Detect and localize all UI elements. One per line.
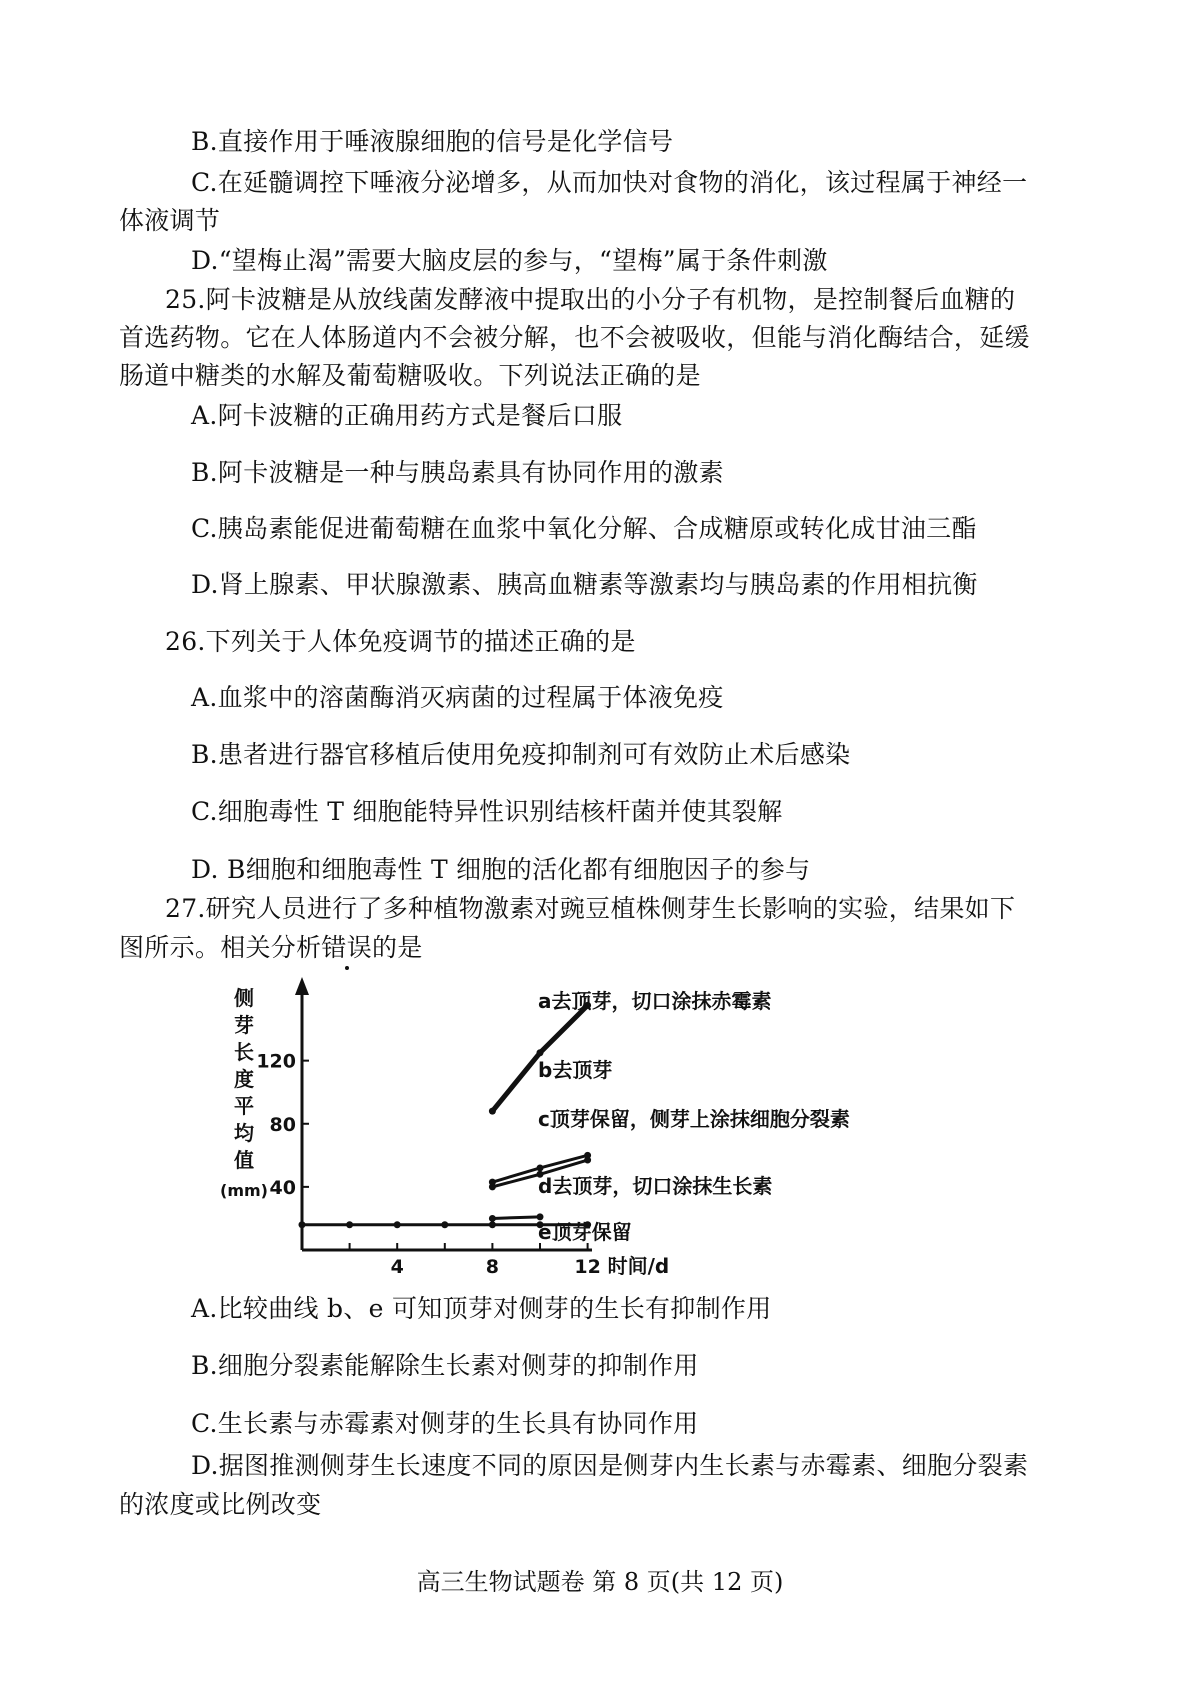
q27-option-d: D.据图推测侧芽生长速度不同的原因是侧芽内生长素与赤霉素、细胞分裂素: [191, 1451, 1029, 1480]
series-point: [441, 1221, 448, 1228]
q27-stem-2-suffix: 的是: [372, 933, 423, 962]
q25-option-d: D.肾上腺素、甲状腺激素、胰高血糖素等激素均与胰岛素的作用相抗衡: [191, 570, 978, 599]
series-point: [489, 1221, 496, 1228]
q24-option-b: B.直接作用于唾液腺细胞的信号是化学信号: [191, 127, 674, 156]
series-point: [346, 1221, 353, 1228]
q26-option-c: C.细胞毒性 T 细胞能特异性识别结核杆菌并使其裂解: [191, 797, 783, 826]
series-point: [584, 1152, 591, 1159]
q24-option-c: C.在延髓调控下唾液分泌增多，从而加快对食物的消化，该过程属于神经一: [191, 168, 1028, 197]
series-line: [492, 1217, 540, 1219]
series-point: [537, 1049, 544, 1056]
series-point: [489, 1179, 496, 1186]
y-axis-arrow: [295, 977, 309, 995]
y-tick-label: 120: [256, 1050, 296, 1073]
y-axis-label-char: 值: [234, 1148, 254, 1172]
series-label: d去顶芽，切口涂抹生长素: [538, 1174, 773, 1198]
y-axis-label-char: 侧: [234, 986, 254, 1010]
y-axis-label-char: 芽: [234, 1013, 254, 1037]
q27-stem-1: 27.研究人员进行了多种植物激素对豌豆植株侧芽生长影响的实验，结果如下: [165, 894, 1016, 923]
q25-option-b: B.阿卡波糖是一种与胰岛素具有协同作用的激素: [191, 458, 724, 487]
x-tick-label: 12: [574, 1256, 601, 1275]
q24-option-d: D.“望梅止渴”需要大脑皮层的参与，“望梅”属于条件刺激: [191, 246, 828, 275]
q26-stem: 26.下列关于人体免疫调节的描述正确的是: [165, 627, 636, 656]
q25-stem-2: 首选药物。它在人体肠道内不会被分解，也不会被吸收，但能与消化酶结合，延缓: [119, 323, 1030, 352]
series-point: [489, 1215, 496, 1222]
y-tick-label: 40: [269, 1176, 296, 1199]
x-tick-label: 8: [485, 1256, 500, 1275]
x-axis-label: 时间/d: [607, 1254, 670, 1275]
series-point: [489, 1108, 496, 1115]
y-axis-label-char: 长: [234, 1040, 254, 1064]
y-axis-unit: (mm): [220, 1181, 268, 1200]
series-point: [537, 1164, 544, 1171]
series-point: [394, 1221, 401, 1228]
y-axis-label-char: 平: [234, 1094, 254, 1118]
y-tick-label: 80: [269, 1113, 296, 1136]
emphasis-wrong: 错误: [321, 933, 373, 962]
y-axis-label: [220, 986, 268, 1200]
chart-series-labels: [538, 989, 850, 1244]
page-footer: 高三生物试题卷 第 8 页(共 12 页): [416, 1568, 784, 1596]
q26-option-d: D. B细胞和细胞毒性 T 细胞的活化都有细胞因子的参与: [191, 855, 811, 884]
series-label: c顶芽保留，侧芽上涂抹细胞分裂素: [538, 1107, 850, 1131]
q27-option-b: B.细胞分裂素能解除生长素对侧芽的抑制作用: [191, 1351, 699, 1380]
q26-option-a: A.血浆中的溶菌酶消灭病菌的过程属于体液免疫: [191, 683, 724, 712]
q27-stem-2-prefix: 图所示。相关分析: [119, 933, 322, 962]
q25-option-c: C.胰岛素能促进葡萄糖在血浆中氧化分解、合成糖原或转化成甘油三酯: [191, 514, 977, 543]
q25-stem-3: 肠道中糖类的水解及葡萄糖吸收。下列说法正确的是: [119, 361, 701, 390]
lateral-bud-growth-chart: [220, 975, 1000, 1275]
q25-option-a: A.阿卡波糖的正确用药方式是餐后口服: [191, 401, 623, 430]
q27-option-a: A.比较曲线 b、e 可知顶芽对侧芽的生长有抑制作用: [191, 1294, 772, 1323]
q27-option-d-cont: 的浓度或比例改变: [119, 1490, 322, 1519]
q24-option-c-cont: 体液调节: [119, 206, 221, 235]
y-axis-label-char: 均: [234, 1121, 254, 1145]
series-label: e顶芽保留: [538, 1220, 632, 1244]
series-label: a去顶芽，切口涂抹赤霉素: [538, 989, 772, 1013]
x-tick-label: 4: [390, 1256, 404, 1275]
series-point: [299, 1221, 306, 1228]
q26-option-b: B.患者进行器官移植后使用免疫抑制剂可有效防止术后感染: [191, 740, 851, 769]
q25-stem-1: 25.阿卡波糖是从放线菌发酵液中提取出的小分子有机物，是控制餐后血糖的: [165, 285, 1016, 314]
y-axis-label-char: 度: [234, 1067, 254, 1091]
q27-option-c: C.生长素与赤霉素对侧芽的生长具有协同作用: [191, 1409, 699, 1438]
series-label: b去顶芽: [538, 1058, 613, 1082]
q27-stem-2: [119, 933, 423, 963]
